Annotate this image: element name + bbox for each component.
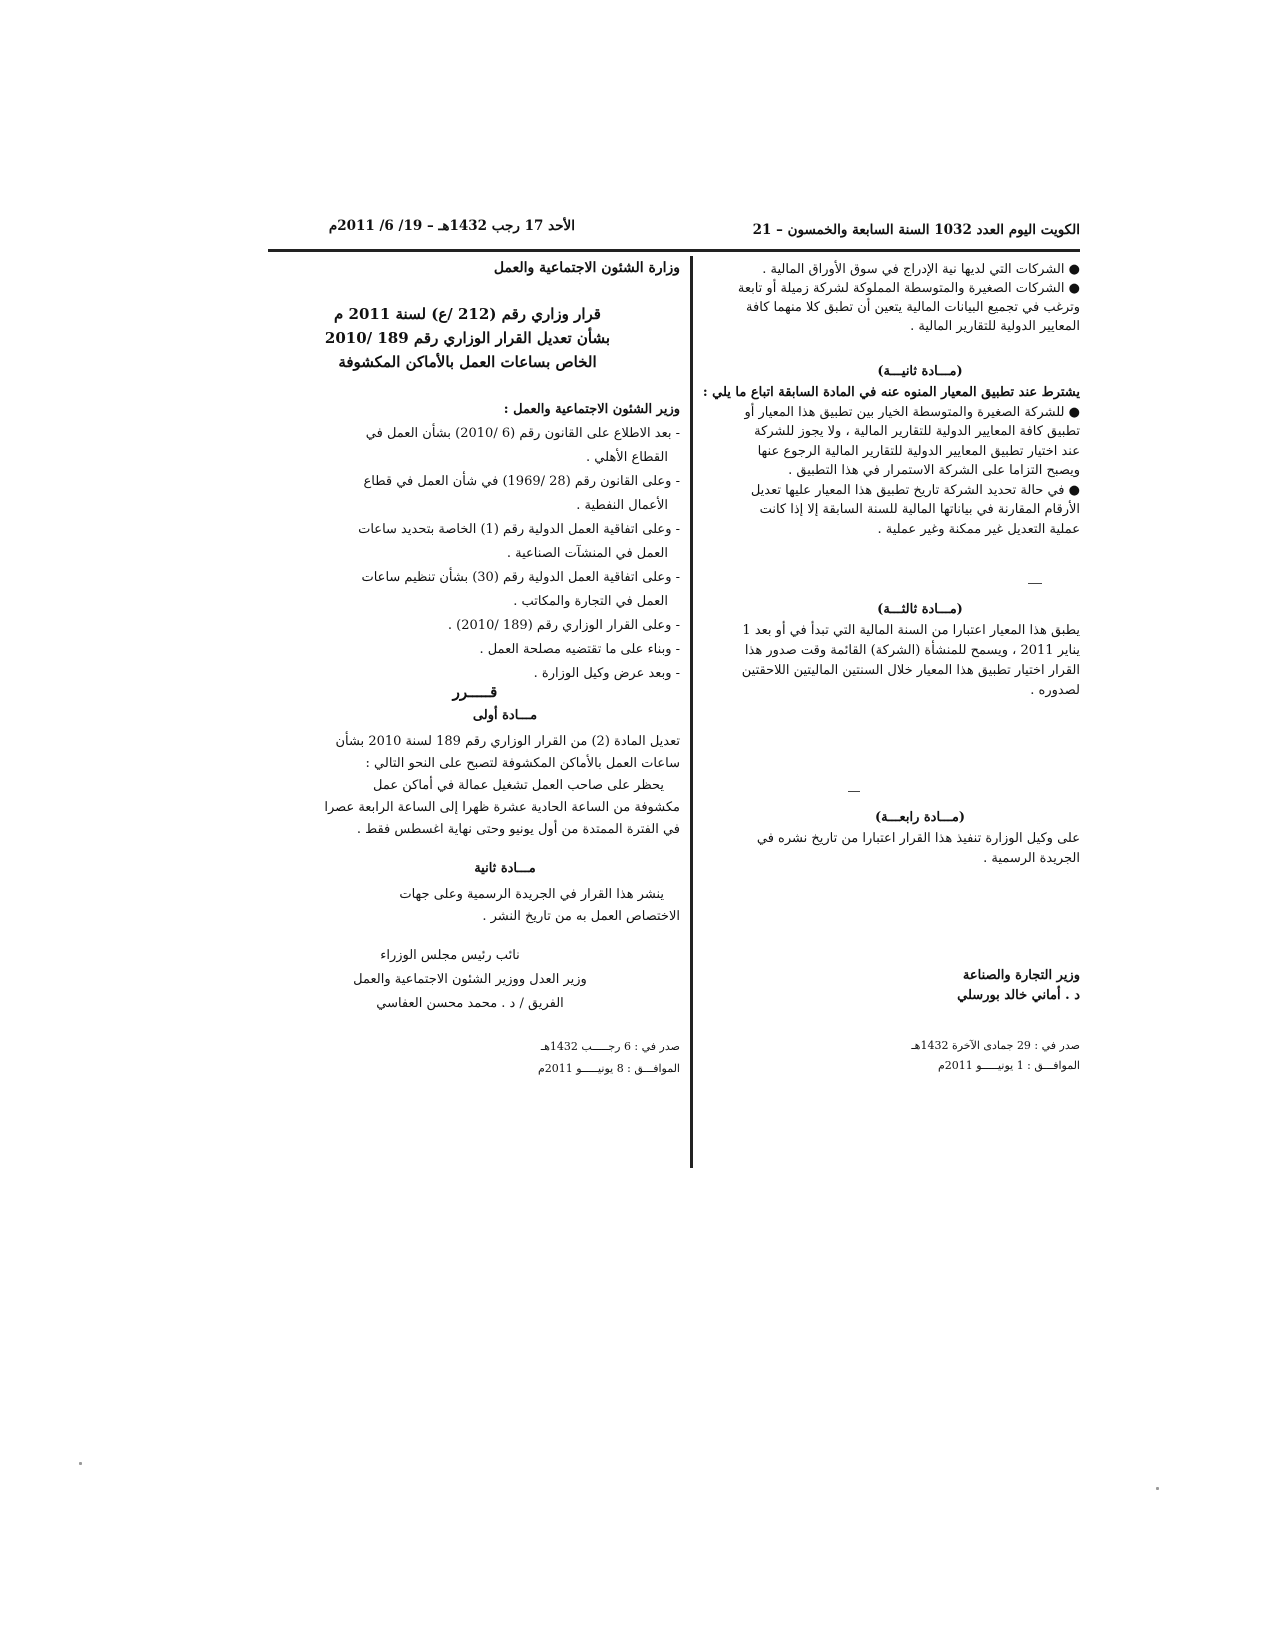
issued-line: صدر في : 29 جمادى الآخرة 1432هـ [911, 1039, 1080, 1052]
scan-speck [79, 1462, 82, 1465]
decree-title-line: الخاص بساعات العمل بالأماكن المكشوفة [338, 353, 597, 371]
article-heading: (مـــادة ثانيـــة) [877, 364, 963, 379]
article-line: تطبيق كافة المعايير الدولية للتقارير المالية ، ولا يجوز للشركة [754, 424, 1080, 439]
article-line: على وكيل الوزارة تنفيذ هذا القرار اعتبارا من تاريخ نشره في [756, 831, 1080, 846]
article-line: يشترط عند تطبيق المعيار المنوه عنه في المادة السابقة اتباع ما يلي : [702, 385, 1080, 400]
article-line: مكشوفة من الساعة الحادية عشرة ظهرا إلى الساعة الرابعة عصرا [324, 800, 680, 815]
article-line: القرار اختيار تطبيق هذا المعيار خلال السنتين الماليتين اللاحقتين [741, 663, 1080, 678]
ministry-title: وزارة الشئون الاجتماعية والعمل [493, 260, 680, 276]
right-article-3 [700, 598, 1080, 701]
scan-speck [1156, 1487, 1159, 1490]
article-line: يحظر على صاحب العمل تشغيل عمالة في أماكن عمل [372, 778, 664, 793]
signature-line: وزير العدل ووزير الشئون الاجتماعية والعمل [353, 972, 587, 987]
left-issued-date [440, 1036, 680, 1080]
header-rule [268, 249, 1080, 252]
article-line: يناير 2011 ، ويسمح للمنشأة (الشركة) القائمة وقت صدور هذا [744, 643, 1080, 658]
right-article-2 [700, 360, 1080, 539]
article-line: ● في حالة تحديد الشركة تاريخ تطبيق هذا المعيار عليها تعديل [750, 482, 1080, 498]
right-issued-date [820, 1036, 1080, 1076]
article-line: عند اختيار تطبيق المعايير الدولية للتقارير المالية الرجوع عنها [757, 443, 1080, 459]
article-line: لصدوره . [1030, 683, 1080, 698]
decision-word: قـــــرر [452, 683, 498, 701]
article-line: عملية التعديل غير ممكنة وغير عملية . [877, 521, 1080, 537]
preamble-line: - وعلى اتفاقية العمل الدولية رقم (1) الخاصة بتحديد ساعات [358, 522, 680, 537]
preamble-line: - بعد الاطلاع على القانون رقم (6 /2010) بشأن العمل في [365, 426, 680, 441]
article-line: تعديل المادة (2) من القرار الوزاري رقم 189 لسنة 2010 بشأن [335, 734, 680, 749]
intro-line: المعايير الدولية للتقارير المالية . [910, 319, 1080, 334]
separator-dash [1028, 583, 1042, 584]
preamble-line: - وبعد عرض وكيل الوزارة . [533, 666, 680, 681]
signature-line: وزير التجارة والصناعة [962, 968, 1080, 983]
separator-dash [848, 791, 860, 792]
signature-line: الفريق / د . محمد محسن العفاسي [376, 996, 564, 1011]
left-article-2 [300, 858, 680, 928]
decree-title [300, 302, 635, 374]
preamble [300, 398, 680, 686]
article-line: الاختصاص العمل به من تاريخ النشر . [482, 909, 680, 924]
article-line: الأرقام المقارنة في بياناتها المالية للسنة السابقة إلا إذا كانت [759, 502, 1080, 517]
article-line: الجريدة الرسمية . [983, 851, 1080, 866]
intro-bullets [700, 260, 1080, 336]
issued-line: الموافـــق : 1 يونيـــــو 2011م [937, 1059, 1080, 1072]
column-divider [690, 256, 693, 1168]
article-heading: مـــادة أولى [472, 708, 538, 723]
right-article-4 [700, 806, 1080, 869]
article-heading: مـــادة ثانية [474, 861, 536, 876]
preamble-line: - وعلى القانون رقم (28 /1969) في شأن العمل في قطاع [363, 474, 680, 489]
article-line: ينشر هذا القرار في الجريدة الرسمية وعلى جهات [399, 887, 664, 902]
article-line: ● للشركة الصغيرة والمتوسطة الخيار بين تطبيق هذا المعيار أو [744, 404, 1080, 420]
right-signature [700, 966, 1080, 1006]
preamble-line: وزير الشئون الاجتماعية والعمل : [503, 402, 680, 417]
preamble-line: - وعلى القرار الوزاري رقم (189 /2010) . [447, 618, 680, 633]
article-line: في الفترة الممتدة من أول يونيو وحتى نهاية اغسطس فقط . [356, 822, 680, 837]
right-column [700, 260, 1080, 336]
decree-title-line: بشأن تعديل القرار الوزاري رقم 189 /2010 [324, 329, 611, 347]
intro-line: ● الشركات التي لديها نية الإدراج في سوق الأوراق المالية . [762, 262, 1080, 277]
page-header-right: الكويت اليوم العدد 1032 السنة السابعة والخمسون – 21 [752, 222, 1080, 238]
signature-line: نائب رئيس مجلس الوزراء [380, 948, 520, 963]
preamble-line: العمل في المنشآت الصناعية . [506, 546, 668, 561]
article-line: ساعات العمل بالأماكن المكشوفة لتصبح على النحو التالي : [365, 756, 680, 771]
preamble-line: - وبناء على ما تقتضيه مصلحة العمل . [479, 642, 680, 657]
signature-line: د . أماني خالد بورسلي [957, 988, 1080, 1003]
page-header-left: الأحد 17 رجب 1432هـ – 19/ 6/ 2011م [328, 218, 575, 234]
preamble-line: - وعلى اتفاقية العمل الدولية رقم (30) بشأن تنظيم ساعات [361, 570, 680, 585]
decree-title-line: قرار وزاري رقم (212 /ع) لسنة 2011 م [334, 305, 601, 323]
preamble-line: الأعمال النفطية . [576, 498, 668, 513]
intro-line: وترغب في تجميع البيانات المالية يتعين أن تطبق كلا منهما كافة [746, 300, 1080, 315]
preamble-line: القطاع الأهلي . [586, 450, 668, 465]
article-line: ويصبح التزاما على الشركة الاستمرار في هذا التطبيق . [788, 463, 1080, 478]
issued-line: الموافـــق : 8 يونيـــــو 2011م [537, 1062, 680, 1075]
article-line: يطبق هذا المعيار اعتبارا من السنة المالية التي تبدأ في أو بعد 1 [742, 623, 1080, 638]
intro-line: ● الشركات الصغيرة والمتوسطة المملوكة لشركة زميلة أو تابعة [737, 281, 1080, 296]
issued-line: صدر في : 6 رجـــــب 1432هـ [540, 1040, 680, 1053]
article-heading: (مـــادة ثالثـــة) [877, 602, 963, 617]
left-signature [300, 944, 640, 1016]
left-article-1 [300, 705, 680, 841]
article-heading: (مـــادة رابعـــة) [875, 810, 965, 825]
preamble-line: العمل في التجارة والمكاتب . [513, 594, 668, 609]
